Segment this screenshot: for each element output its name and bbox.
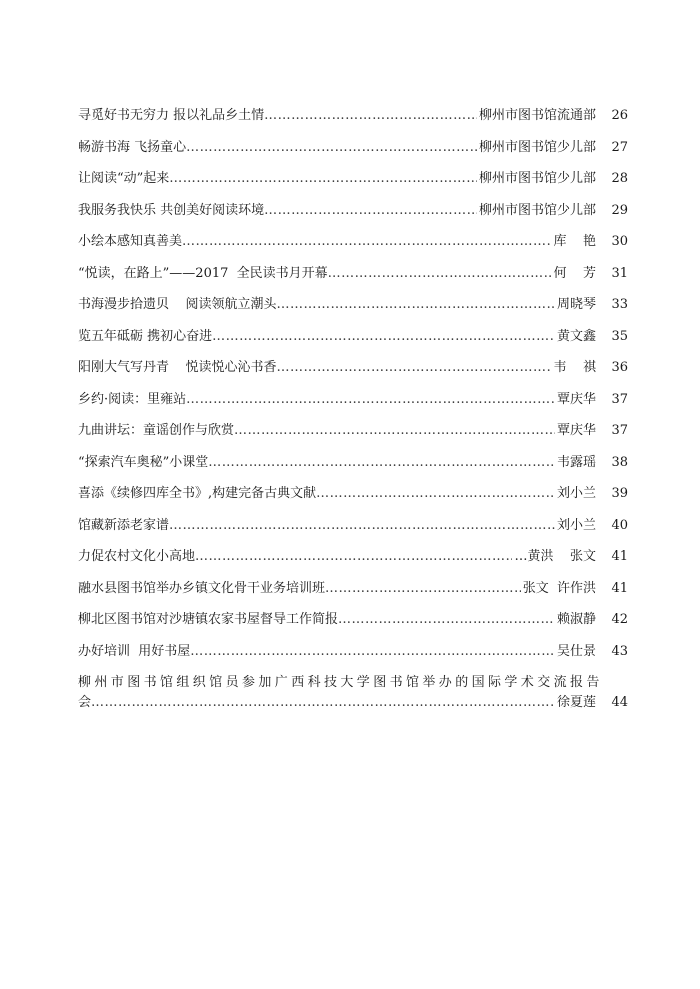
- toc-entry-author: 何 芳: [553, 265, 596, 281]
- dot-leader: [277, 295, 555, 315]
- dot-leader: [182, 232, 551, 252]
- toc-entry-author: 黄文鑫: [556, 328, 596, 344]
- toc-entry: [78, 421, 628, 441]
- toc-entry: [78, 201, 628, 221]
- toc-entry-author: …黄洪 张文: [514, 549, 596, 564]
- dot-leader: [190, 642, 555, 662]
- toc-entry-page: 37: [611, 391, 628, 407]
- toc-entry-page: 33: [611, 297, 628, 312]
- toc-entry-page: 38: [611, 454, 628, 470]
- toc-entry-title: 畅游书海 飞扬童心: [78, 139, 187, 155]
- dot-leader: [169, 169, 477, 189]
- dot-leader: [316, 484, 555, 504]
- toc-entry-page: 41: [611, 580, 628, 596]
- toc-entry: [78, 642, 628, 662]
- toc-entry-title: “探索汽车奥秘”小课堂: [78, 454, 209, 470]
- toc-entry-author: 覃庆华: [556, 391, 596, 407]
- toc-entry-author: 柳州市图书馆少儿部: [478, 139, 596, 155]
- dot-leader: [338, 610, 555, 630]
- toc-entry-title: 办好培训 用好书屋: [78, 643, 191, 659]
- toc-entry-title: 九曲讲坛：童谣创作与欣赏: [78, 423, 235, 438]
- toc-entry-author: 徐夏莲: [556, 695, 596, 710]
- toc-entry-page: 43: [611, 643, 628, 659]
- dot-leader: [277, 358, 552, 378]
- toc-entry-title: 寻觅好书无穷力 报以礼品乡土情: [78, 108, 265, 123]
- toc-entry-page: 30: [611, 234, 628, 249]
- toc-entry: [78, 295, 628, 315]
- toc-entry-author: 周晓琴: [556, 297, 596, 312]
- dot-leader: [212, 327, 555, 347]
- toc-entry: [78, 516, 628, 536]
- toc-entry-author: 柳州市图书馆少儿部: [478, 171, 596, 186]
- dot-leader: [264, 106, 477, 126]
- toc-entry-title: 柳北区图书馆对沙塘镇农家书屋督导工作简报: [78, 612, 339, 627]
- toc-entry-page: 27: [611, 139, 628, 155]
- toc-entry-page: 36: [611, 360, 628, 375]
- toc-entry-author: 吴仕景: [556, 643, 596, 659]
- toc-entry: [78, 390, 628, 410]
- toc-entry-page: 41: [611, 549, 628, 564]
- table-of-contents: [78, 106, 628, 725]
- toc-entry-author: 覃庆华: [556, 423, 596, 438]
- dot-leader: [234, 421, 555, 441]
- toc-entry: [78, 169, 628, 189]
- toc-entry-page: 35: [611, 328, 628, 344]
- toc-entry-page: 31: [611, 265, 628, 281]
- toc-entry-author: 张文 许作洪: [522, 580, 596, 596]
- toc-entry: [78, 610, 628, 630]
- toc-entry-author: 韦 祺: [553, 360, 596, 375]
- toc-entry: [78, 232, 628, 252]
- toc-entry-author: 柳州市图书馆少儿部: [478, 202, 596, 218]
- toc-entry: [78, 358, 628, 378]
- dot-leader: [208, 453, 555, 473]
- toc-entry-title-line1: 柳州市图书馆组织馆员参加广西科技大学图书馆举办的国际学术交流报告: [78, 675, 603, 690]
- toc-entry-author: 柳州市图书馆流通部: [478, 108, 596, 123]
- toc-entry-page: 37: [611, 423, 628, 438]
- toc-entry-page: 42: [611, 612, 628, 627]
- dot-leader: [195, 547, 512, 567]
- dot-leader: [91, 693, 555, 713]
- toc-entry-title: 书海漫步拾遗贝 阅读领航立潮头: [78, 297, 277, 312]
- toc-entry-page: 29: [611, 202, 628, 218]
- toc-entry-author: 库 艳: [553, 234, 596, 249]
- toc-entry-page: 40: [611, 517, 628, 533]
- toc-entry-author: 刘小兰: [556, 517, 596, 533]
- toc-entry-title: 馆藏新添老家谱: [78, 517, 170, 533]
- toc-entry-title: 小绘本感知真善美: [78, 234, 183, 249]
- toc-entry-page: 26: [611, 108, 628, 123]
- toc-entry-title: 让阅读“动”起来: [78, 171, 170, 186]
- toc-entry-title: 力促农村文化小高地: [78, 549, 196, 564]
- toc-entry-multiline: [78, 673, 628, 713]
- dot-leader: [328, 264, 552, 284]
- toc-entry-title: “悦读，在路上”——2017 全民读书月开幕: [78, 265, 328, 281]
- dot-leader: [186, 390, 555, 410]
- toc-entry: [78, 106, 628, 126]
- toc-entry-title: 阳刚大气写丹青 悦读悦心沁书香: [78, 360, 277, 375]
- toc-entry-page: 28: [611, 171, 628, 186]
- toc-entry-title: 喜添《续修四库全书》,构建完备古典文献: [78, 486, 317, 501]
- dot-leader: [169, 516, 555, 536]
- toc-entry-title-line2: 会: [78, 695, 92, 710]
- toc-entry: [78, 138, 628, 158]
- toc-entry-author: 赖淑静: [556, 612, 596, 627]
- dot-leader: [186, 138, 477, 158]
- dot-leader: [264, 201, 477, 221]
- toc-entry-title: 融水县图书馆举办乡镇文化骨干业务培训班: [78, 580, 326, 596]
- toc-entry: [78, 484, 628, 504]
- toc-entry-title: 览五年砥砺 携初心奋进: [78, 328, 213, 344]
- toc-entry-author: 韦露瑶: [556, 454, 596, 470]
- toc-entry: [78, 579, 628, 599]
- toc-entry-page: 39: [611, 486, 628, 501]
- toc-entry: [78, 264, 628, 284]
- toc-entry: [78, 453, 628, 473]
- toc-entry: [78, 327, 628, 347]
- toc-entry-title: 乡约·阅读：里雍站: [78, 391, 187, 407]
- toc-entry-page: 44: [611, 695, 628, 710]
- dot-leader: [325, 579, 521, 599]
- toc-entry: [78, 547, 628, 567]
- toc-entry-author: 刘小兰: [556, 486, 596, 501]
- toc-entry-title: 我服务我快乐 共创美好阅读环境: [78, 202, 265, 218]
